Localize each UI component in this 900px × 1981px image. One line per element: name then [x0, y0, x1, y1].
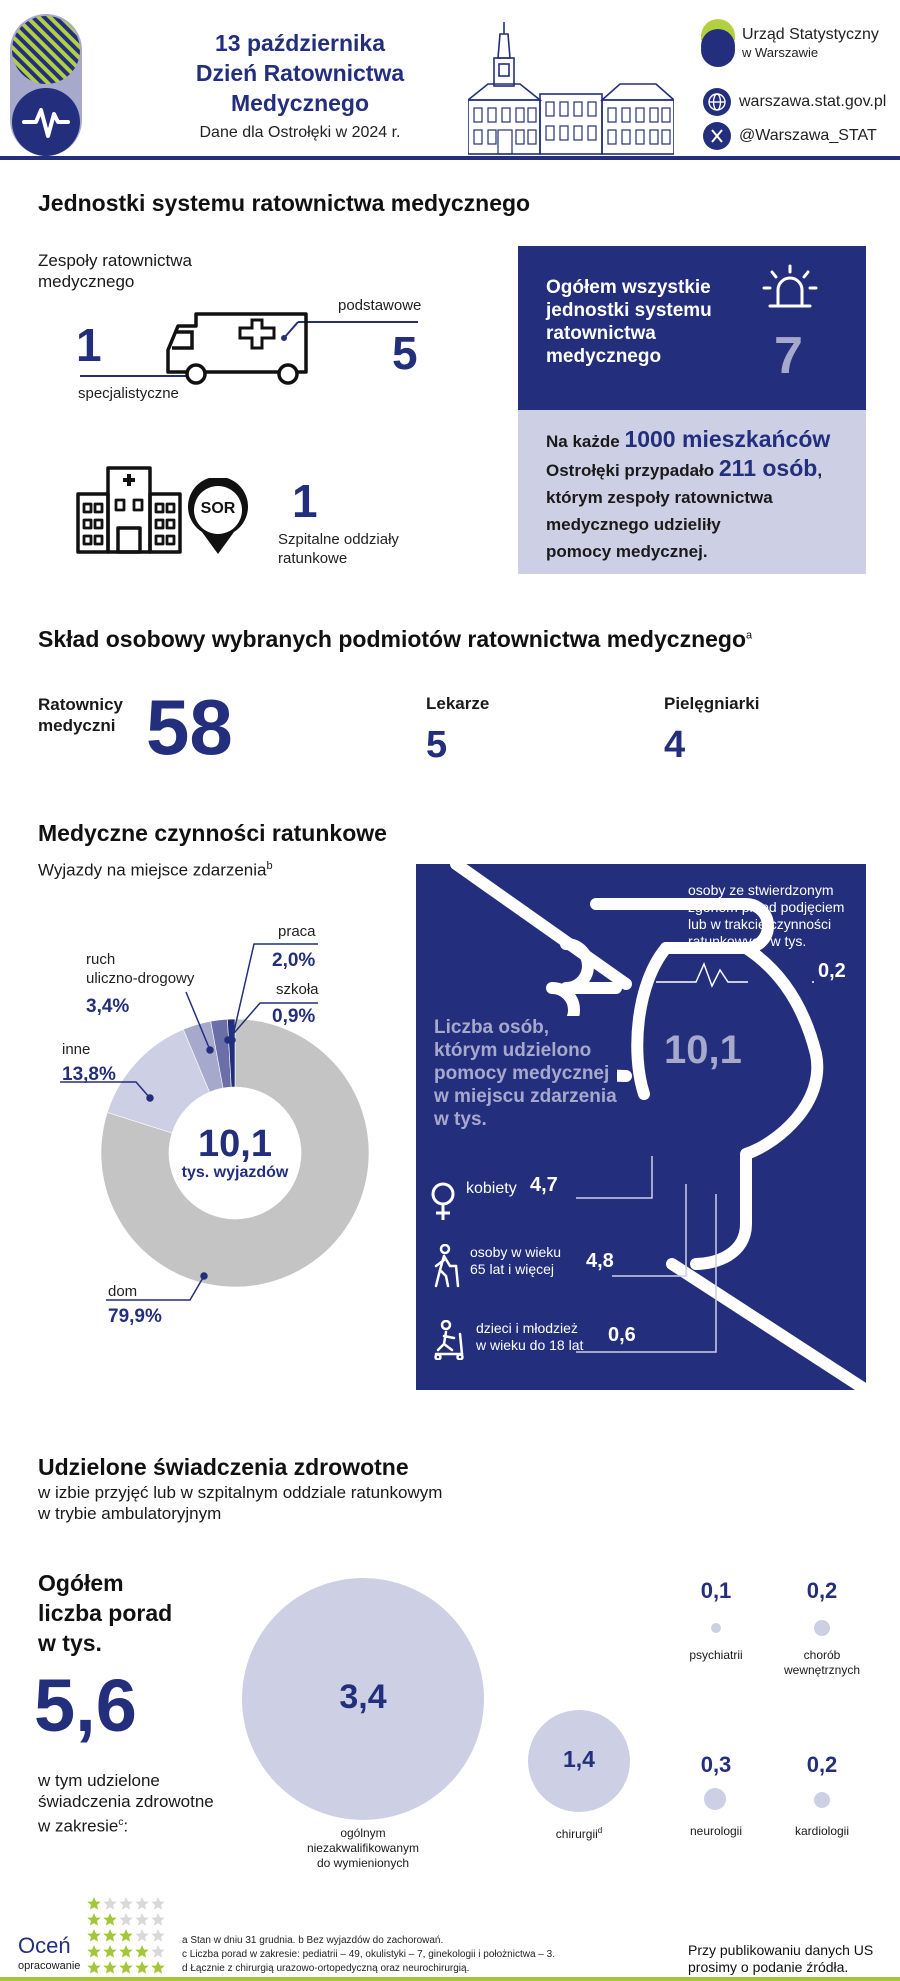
total-units-box	[518, 246, 866, 410]
bubble-internal-value: 0,2	[806, 1578, 838, 1603]
header-title-3: Medycznego	[230, 90, 370, 116]
bubble-internal-label-2: wewnętrznych	[783, 1663, 861, 1677]
rating-star	[151, 1897, 164, 1910]
child-scooter-icon	[432, 1320, 468, 1360]
paramedics-value: 58	[146, 683, 233, 771]
rating-star	[151, 1929, 164, 1942]
rating-star	[119, 1961, 132, 1974]
bubble-surgery-sup: d	[597, 1826, 603, 1835]
bubble-general-label-3: do wymienionych	[316, 1856, 410, 1870]
paramedics-label-2: medyczni	[38, 716, 116, 735]
aid-label-3: pomocy medycznej	[434, 1063, 610, 1084]
kids-value: 0,6	[608, 1324, 636, 1346]
header-title-1: 13 października	[214, 30, 386, 56]
label-ruch-1: ruch	[86, 951, 116, 968]
publish-note-1: Przy publikowaniu danych US	[688, 1942, 874, 1958]
senior-icon	[432, 1244, 462, 1288]
aid-panel	[416, 864, 866, 1390]
donut-center-value: 10,1	[198, 1123, 272, 1165]
per-1000-highlight: 1000 mieszkańców	[624, 426, 831, 452]
rating-star	[135, 1913, 148, 1926]
basic-teams-value: 5	[392, 327, 418, 379]
per-1000-text-g: medycznego udzieliły	[546, 515, 721, 534]
breakdown-lines	[416, 864, 866, 1390]
per-1000-comma: ,	[817, 461, 823, 480]
total-units-label-2: jednostki systemu	[546, 300, 712, 321]
female-icon	[430, 1182, 456, 1222]
footnote-2: c Liczba porad w zakresie: pediatrii – 49, okulistyki – 7, ginekologii i położnictwa – 3.	[182, 1949, 555, 1960]
total-units-label-1: Ogółem wszystkie	[546, 277, 711, 298]
advice-incl-3: w zakresie	[38, 1816, 119, 1836]
special-teams-label: specjalistyczne	[78, 385, 179, 402]
rating-star	[135, 1897, 148, 1910]
publish-note-2: prosimy o podanie źródła.	[688, 1959, 849, 1975]
section-rescue-title: Medyczne czynności ratunkowe	[38, 820, 387, 846]
bubble-internal-label-1: chorób	[803, 1648, 841, 1662]
donut-center-unit: tys. wyjazdów	[181, 1164, 289, 1181]
gus-logo-icon	[700, 16, 736, 68]
rating-star	[103, 1913, 116, 1926]
total-units-value: 7	[774, 327, 803, 385]
value-ruch: 3,4%	[86, 996, 130, 1017]
value-szkola: 0,9%	[272, 1006, 316, 1027]
header-subtitle: Dane dla Ostrołęki w 2024 r.	[199, 124, 401, 141]
label-praca: praca	[278, 923, 316, 940]
per-1000-persons: 211 osób	[718, 455, 818, 481]
aid-label-5: w tys.	[434, 1109, 487, 1130]
rating-star	[87, 1961, 100, 1974]
dead-label-4: ratunkowych w tys.	[688, 933, 807, 949]
label-dom: dom	[108, 1283, 138, 1300]
bubble-general-value: 3,4	[339, 1678, 387, 1716]
dead-label-1: osoby ze stwierdzonym	[688, 882, 834, 898]
bubble-psychiatry-value: 0,1	[700, 1578, 732, 1603]
label-szkola: szkoła	[276, 981, 319, 998]
section-staff-title-text: Skład osobowy wybranych podmiotów ratownictwa medycznego	[38, 626, 747, 652]
footnote-3: d Łącznie z chirurgią urazowo-ortopedyczną oraz neurochirurgią.	[182, 1963, 470, 1974]
women-value: 4,7	[530, 1174, 558, 1196]
senior-label-2: 65 lat i więcej	[470, 1261, 555, 1277]
bubble-cardiology-label: kardiologii	[794, 1824, 850, 1838]
per-1000-text-f: którym zespoły ratownictwa	[546, 488, 773, 507]
aid-label-1: Liczba osób,	[434, 1017, 550, 1038]
rescue-subtitle-sup: b	[266, 860, 273, 872]
rating-star	[119, 1913, 132, 1926]
bubble-psychiatry	[711, 1623, 721, 1633]
paramedics-label-1: Ratownicy	[38, 695, 124, 714]
advice-total-value: 5,6	[34, 1664, 137, 1747]
rating-star	[151, 1961, 164, 1974]
bubble-surgery-value: 1,4	[563, 1746, 595, 1772]
footer-bar	[0, 1977, 900, 1981]
teams-label-2: medycznego	[38, 272, 135, 291]
sor-value: 1	[292, 475, 318, 527]
org-name: Urząd Statystyczny	[742, 26, 879, 43]
globe-icon	[703, 88, 731, 116]
advice-total-label-2: liczba porad	[38, 1600, 173, 1626]
rating-star	[135, 1961, 148, 1974]
bubble-general-label-2: niezakwalifikowanym	[306, 1841, 420, 1855]
bubble-cardiology-value: 0,2	[806, 1752, 838, 1777]
bubble-cardiology	[814, 1792, 830, 1808]
basic-teams-label: podstawowe	[338, 297, 422, 314]
rating-star	[103, 1961, 116, 1974]
bubble-internal	[814, 1620, 830, 1636]
per-1000-text-c: Ostrołęki przypadało	[546, 461, 719, 480]
services-subtitle-2: w trybie ambulatoryjnym	[38, 1504, 222, 1523]
donut-leader-lines	[0, 0, 420, 1340]
nurses-value: 4	[664, 724, 686, 766]
bubble-neurology	[704, 1788, 726, 1810]
org-subname: w Warszawie	[742, 45, 819, 60]
dead-value: 0,2	[814, 960, 850, 983]
bubble-surgery-label: chirurgii	[555, 1827, 598, 1841]
rating-star	[119, 1945, 132, 1958]
advice-total-label-1: Ogółem	[38, 1570, 124, 1596]
rating-star	[151, 1945, 164, 1958]
aid-value: 10,1	[664, 1028, 742, 1072]
dead-label-3: lub w trakcie czynności	[688, 916, 832, 932]
header-title-2: Dzień Ratownictwa	[195, 60, 405, 86]
rating-star	[87, 1897, 100, 1910]
rating-star	[103, 1945, 116, 1958]
rating-star	[135, 1945, 148, 1958]
senior-label-1: osoby w wieku	[470, 1244, 562, 1260]
bubble-neurology-value: 0,3	[700, 1752, 732, 1777]
rating-star	[87, 1913, 100, 1926]
footnote-1: a Stan w dniu 31 grudnia. b Bez wyjazdów do zachorowań.	[182, 1935, 444, 1946]
value-praca: 2,0%	[272, 950, 316, 971]
per-1000-box	[518, 410, 866, 574]
doctors-label: Lekarze	[426, 694, 490, 713]
section-staff-title-sup: a	[746, 629, 753, 642]
city-hall-illustration-icon	[468, 18, 674, 156]
rescue-subtitle-text: Wyjazdy na miejsce zdarzenia	[38, 860, 267, 880]
dead-label-2: zgonem przed podjęciem	[688, 899, 845, 915]
rating-star	[103, 1929, 116, 1942]
sor-badge-text: SOR	[200, 500, 236, 517]
teams-label-1: Zespoły ratownictwa	[38, 251, 193, 270]
women-label: kobiety	[466, 1180, 517, 1197]
senior-value: 4,8	[586, 1250, 614, 1272]
per-1000-text-h: pomocy medycznej.	[546, 542, 708, 561]
doctors-value: 5	[426, 724, 448, 766]
advice-incl-sup: c	[118, 1817, 124, 1828]
website-link[interactable]	[703, 88, 886, 116]
total-units-label-4: medycznego	[546, 346, 662, 367]
sor-label-2: ratunkowe	[278, 550, 348, 567]
per-1000-text-a: Na każde	[546, 432, 625, 451]
advice-total-label-3: w tys.	[38, 1630, 102, 1656]
section-services-title: Udzielone świadczenia zdrowotne	[38, 1454, 409, 1480]
x-logo-icon	[703, 122, 731, 150]
value-inne: 13,8%	[62, 1064, 116, 1085]
aid-label-2: którym udzielono	[434, 1040, 592, 1061]
rating-star	[151, 1913, 164, 1926]
advice-incl-1: w tym udzielone	[38, 1771, 160, 1790]
bubble-general-label-1: ogólnym	[340, 1826, 386, 1840]
bubble-psychiatry-label: psychiatrii	[689, 1648, 743, 1662]
total-units-label-3: ratownictwa	[546, 323, 656, 344]
nurses-label: Pielęgniarki	[664, 694, 760, 713]
special-teams-value: 1	[76, 319, 102, 371]
advice-incl-2: świadczenia zdrowotne	[38, 1792, 214, 1811]
rating-star	[87, 1945, 100, 1958]
rate-sublabel: opracowanie	[18, 1960, 81, 1972]
value-dom: 79,9%	[108, 1306, 162, 1327]
kids-label-2: w wieku do 18 lat	[476, 1337, 584, 1353]
rating-star	[103, 1897, 116, 1910]
rating-star	[135, 1929, 148, 1942]
label-inne: inne	[62, 1041, 91, 1058]
aid-label-4: w miejscu zdarzenia	[434, 1086, 617, 1107]
bubble-neurology-label: neurologii	[689, 1824, 743, 1838]
label-ruch-2: uliczno-drogowy	[86, 970, 195, 987]
siren-icon	[760, 264, 820, 314]
website-text: warszawa.stat.gov.pl	[739, 93, 887, 110]
social-text: @Warszawa_STAT	[739, 127, 877, 144]
rating-star	[119, 1897, 132, 1910]
rating-star	[119, 1929, 132, 1942]
rating-star	[87, 1929, 100, 1942]
kids-label-1: dzieci i młodzież	[476, 1320, 578, 1336]
services-subtitle-1: w izbie przyjęć lub w szpitalnym oddziale ratunkowym	[38, 1483, 443, 1502]
rate-stars-icon[interactable]	[86, 1896, 168, 1976]
sor-label-1: Szpitalne oddziały	[278, 531, 399, 548]
social-link[interactable]	[703, 122, 877, 150]
rate-label: Oceń	[18, 1933, 71, 1958]
rate-link[interactable]	[18, 1933, 81, 1974]
section-units-title: Jednostki systemu ratownictwa medycznego	[38, 190, 531, 216]
